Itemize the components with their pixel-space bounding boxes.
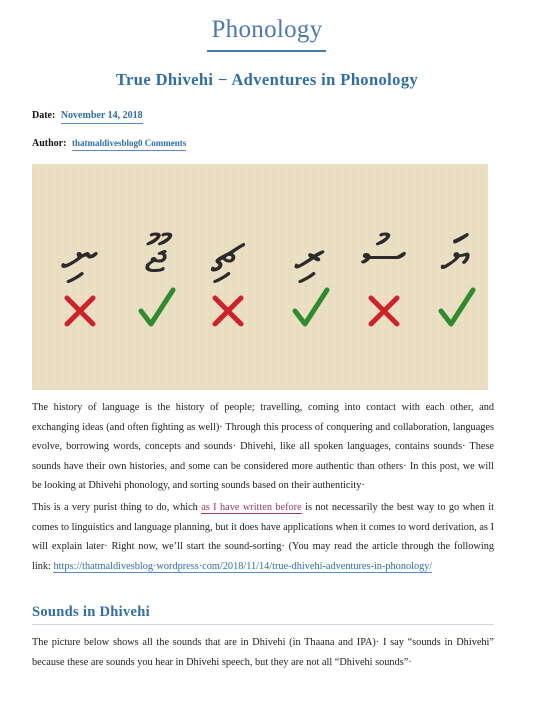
hero-image: [32, 164, 488, 390]
post-author: [32, 138, 186, 149]
post-date: [32, 110, 143, 121]
date-label: Date:: [32, 110, 56, 121]
paragraph-purist: [32, 498, 494, 576]
thaana-letter: ޔަ: [440, 225, 472, 285]
paragraph-purist-text-a: This is a very purist thing to do, which: [32, 502, 202, 513]
thaana-letter: ޗި: [210, 225, 246, 285]
hero-background: [32, 164, 488, 390]
site-title[interactable]: Phonology: [211, 16, 323, 43]
site-title-underline: [207, 50, 326, 52]
paragraph-intro: The history of language is the history of people; travelling, coming into contact with each other, and exchanging ideas (and often fighting as well)· Through this process of conquering and collaboration, languages evolve, borrowing words, concepts and sounds· Dhivehi, like all spoken languages, contains sounds· These sounds have their own histories, and some can be considered more authentic than others· In this post, we will be looking at Dhivehi phonology, and sorting sounds based on their authenticity·: [32, 402, 494, 492]
thaana-letter: ނި: [61, 225, 99, 285]
paragraph-purist-text-b: is not necessarily the best way to go when it comes to linguistics and language planning, but it does have applications when it comes to word derivation, as I will explain later· Right now, we’ll start the sound-sorting· (You may read the article through the following link:: [32, 502, 495, 572]
written-before-link[interactable]: as I have written before: [201, 502, 302, 513]
post-title: True Dhivehi − Adventures in Phonology: [115, 70, 419, 89]
thaana-letter: ސު: [361, 225, 407, 285]
thaana-letter: ރި: [294, 225, 326, 285]
date-link[interactable]: November 14, 2018: [61, 110, 143, 124]
section-heading: Sounds in Dhivehi: [32, 604, 150, 620]
paragraph-sounds: The picture below shows all the sounds that are in Dhivehi (in Thaana and IPA)· I say “sounds in Dhivehi” because these are sounds you hear in Dhivehi speech, but they are not all “Dhivehi sounds”·: [32, 637, 494, 668]
author-link[interactable]: thatmaldivesblog0 Comments: [72, 138, 186, 151]
thaana-letter: ޖޫ: [144, 225, 168, 285]
author-label: Author:: [32, 138, 67, 149]
article-url-link[interactable]: https://thatmaldivesblog·wordpress·com/2018/11/14/true-dhivehi-adventures-in-phonology/: [53, 560, 433, 572]
section-divider: [32, 624, 494, 625]
